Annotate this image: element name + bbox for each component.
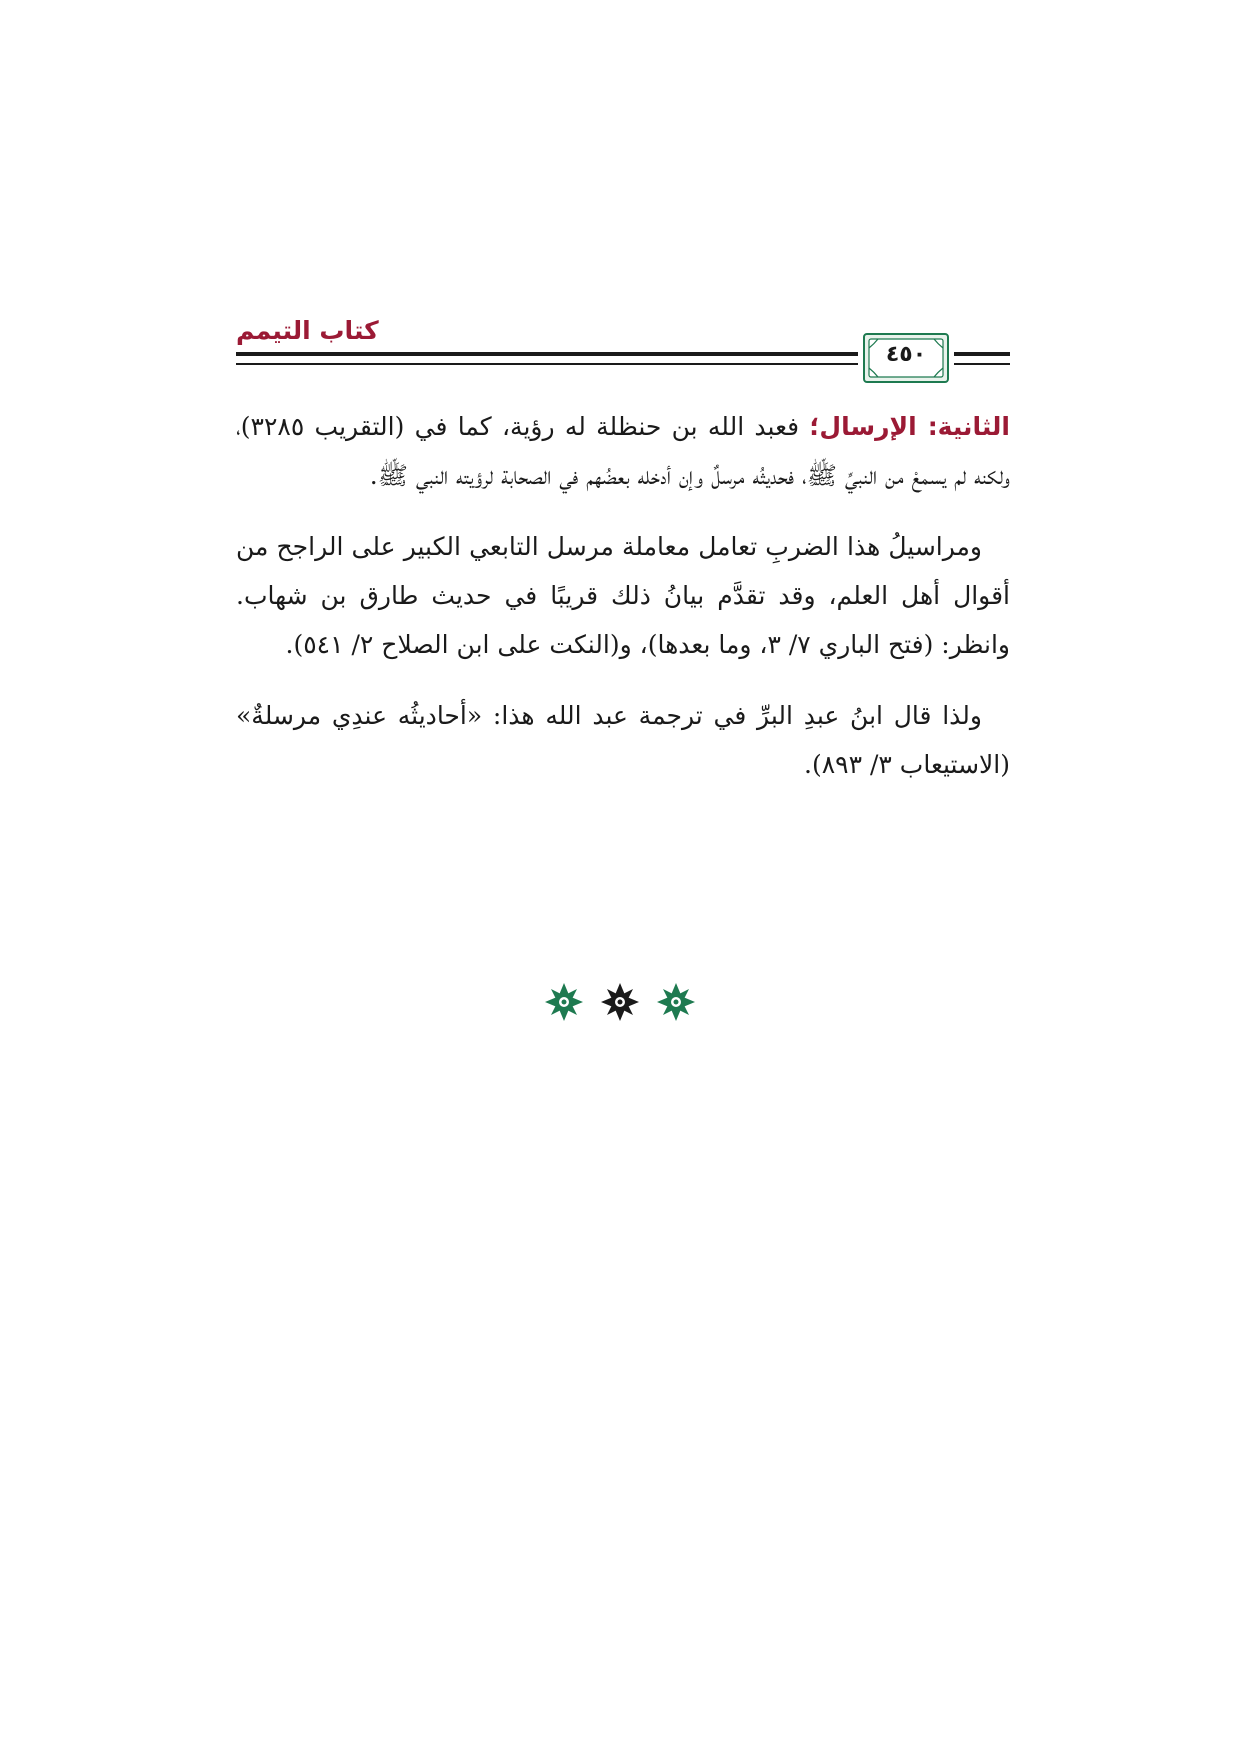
flower-ornament-icon — [600, 982, 640, 1022]
paragraph: ومراسيلُ هذا الضربِ تعامل معاملة مرسل التابعي الكبير على الراجح من أقوال أهل العلم، وقد تقدَّم بيانُ ذلك قريبًا في حديث طارق بن شهاب. وانظر: (فتح الباري ٧/ ٣، وما بعدها)، و(النكت على ابن الصلاح ٢/ ٥٤١). — [236, 532, 1010, 659]
book-title: كتاب التيمم — [236, 316, 379, 345]
page-body — [236, 402, 1010, 811]
page-header — [236, 318, 1010, 393]
paragraph: ولذا قال ابنُ عبدِ البرِّ في ترجمة عبد الله هذا: «أحاديثُه عندِي مرسلةٌ» (الاستيعاب ٣/ ٨٩٣). — [236, 701, 1010, 779]
header-rule — [954, 363, 1010, 365]
page-number: ٤٥٠ — [885, 342, 927, 367]
section-end-ornaments — [0, 982, 1240, 1028]
section-label: الثانية: الإرسال؛ — [809, 412, 1010, 441]
paragraph — [236, 402, 1010, 500]
flower-ornament-icon — [544, 982, 584, 1022]
header-rule — [954, 352, 1010, 356]
header-rule — [236, 352, 858, 356]
page-number-badge — [862, 332, 950, 384]
flower-ornament-icon — [656, 982, 696, 1022]
paragraph-text: فعبد الله بن حنظلة له رؤية، كما في (التقريب ٣٢٨٥)، ولكنه لم يسمعْ من النبيِّ ﷺ، فحديثُه مرسلٌ وإن أدخله بعضُهم في الصحابة لرؤيته النبي ﷺ. — [236, 412, 1010, 490]
header-rule — [236, 363, 858, 365]
